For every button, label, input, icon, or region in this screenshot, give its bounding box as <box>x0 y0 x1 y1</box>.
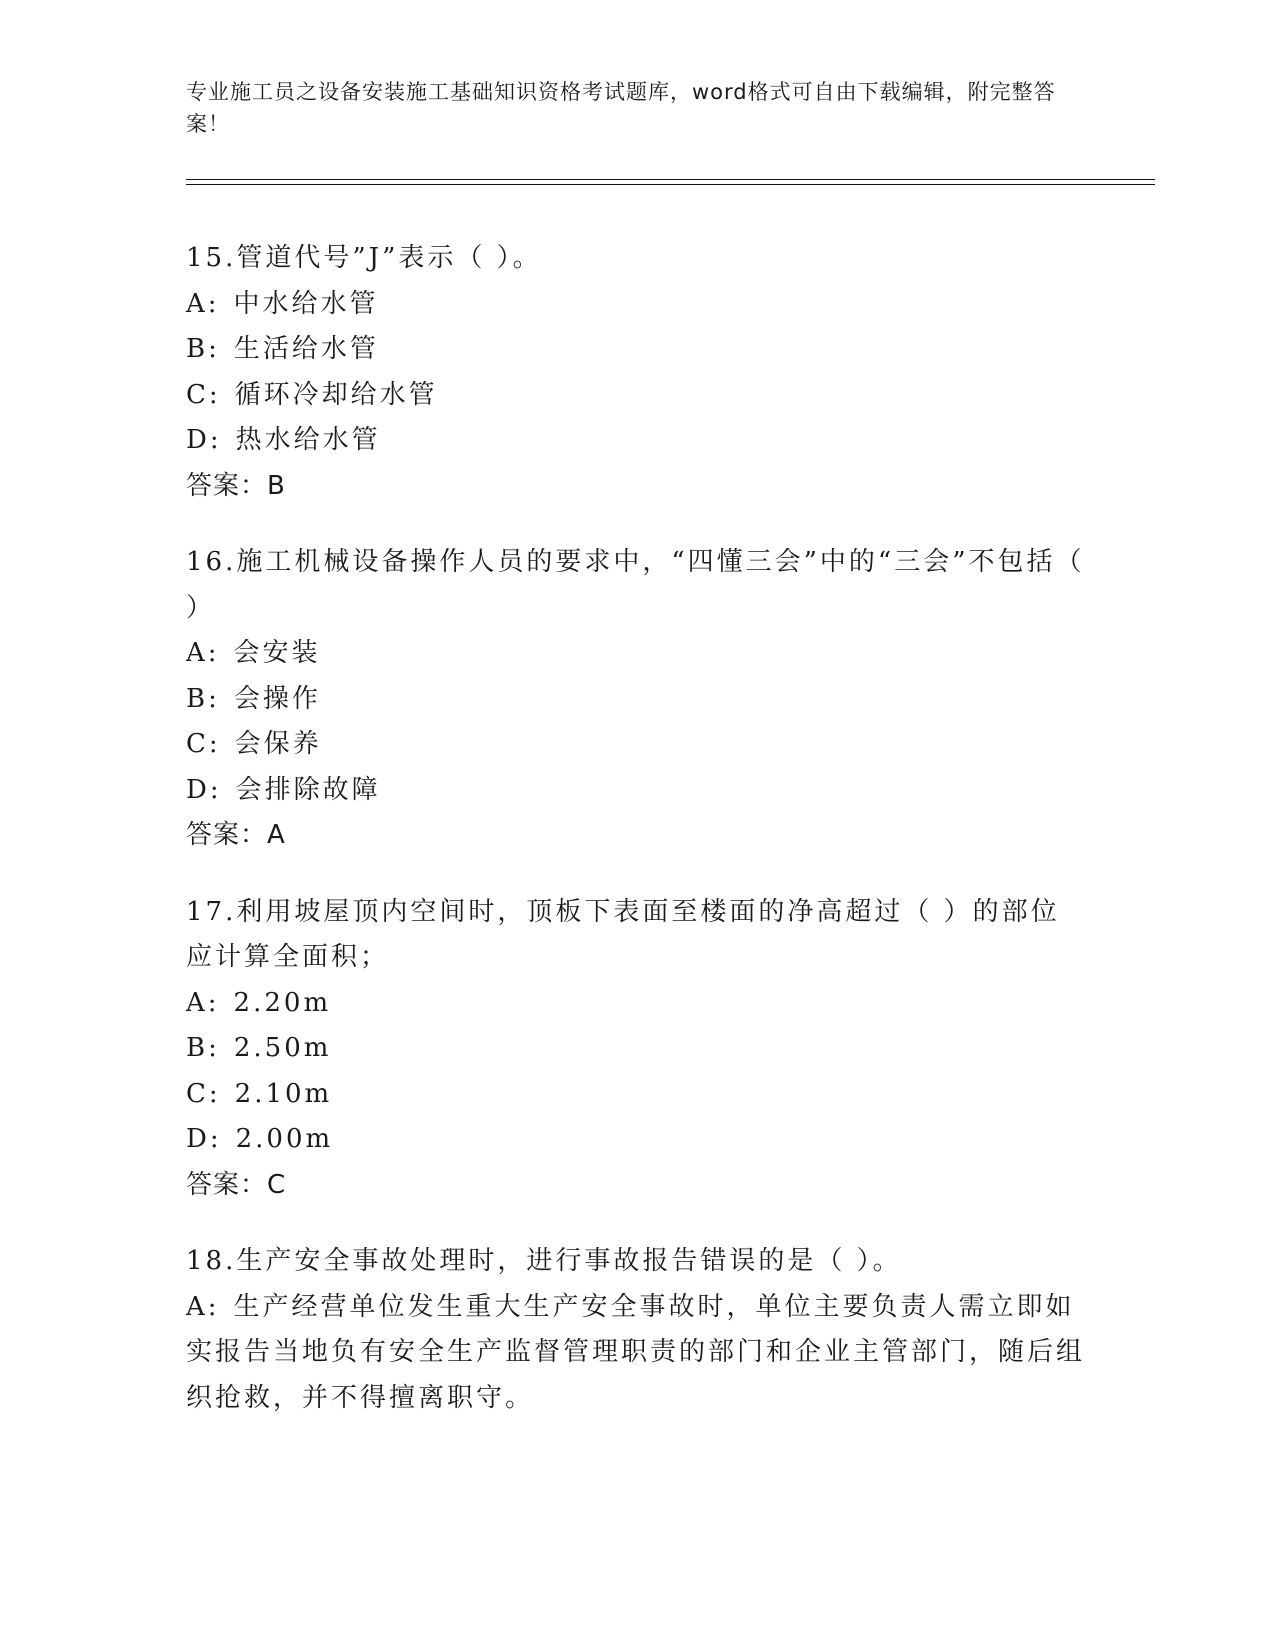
option-label: D: <box>186 425 222 455</box>
header-divider-bottom <box>186 184 1155 185</box>
answer-prefix: 答案： <box>186 470 268 501</box>
option-text: 循环冷却给水管 <box>234 379 438 410</box>
option-a <box>186 282 1086 328</box>
option-text: 会操作 <box>233 683 321 714</box>
option-label: A: <box>186 987 220 1018</box>
answer-line <box>186 1163 1086 1209</box>
option-label: C: <box>186 379 221 410</box>
option-label: D: <box>186 774 222 805</box>
question-stem: 17.利用坡屋顶内空间时，顶板下表面至楼面的净高超过（ ）的部位应计算全面积； <box>186 896 1060 972</box>
question-17 <box>186 890 1086 1209</box>
option-label: C: <box>186 729 221 759</box>
option-text: 会排除故障 <box>235 774 381 805</box>
option-text: 2.10m <box>234 1078 333 1109</box>
option-b <box>186 677 1086 723</box>
option-text: 中水给水管 <box>233 288 379 319</box>
answer-value: A <box>267 820 286 850</box>
option-text: 会安装 <box>233 638 321 668</box>
answer-line <box>186 464 1086 510</box>
option-a <box>186 1285 1086 1422</box>
option-label: A: <box>186 1291 220 1322</box>
question-stem: 18.生产安全事故处理时，进行事故报告错误的是（ ）。 <box>186 1246 902 1276</box>
option-c <box>186 1072 1086 1118</box>
option-c <box>186 722 1086 768</box>
option-label: B: <box>186 683 220 714</box>
question-18 <box>186 1239 1086 1421</box>
header-divider-top <box>186 179 1155 180</box>
option-a <box>186 981 1086 1027</box>
option-d <box>186 1117 1086 1163</box>
question-stem: 16.施工机械设备操作人员的要求中，“四懂三会”中的“三会”不包括（ ） <box>186 547 1085 623</box>
question-stem: 15.管道代号”J”表示（ ）。 <box>186 243 542 273</box>
question-list <box>186 236 1086 1452</box>
option-text: 2.00m <box>235 1124 334 1154</box>
option-text: 热水给水管 <box>235 425 381 455</box>
option-b <box>186 327 1086 373</box>
question-16 <box>186 540 1086 859</box>
answer-line <box>186 813 1086 859</box>
answer-value: C <box>267 1169 287 1200</box>
answer-value: B <box>267 470 286 501</box>
option-b <box>186 1026 1086 1072</box>
question-15 <box>186 236 1086 509</box>
answer-prefix: 答案： <box>186 820 268 850</box>
option-a <box>186 631 1086 677</box>
option-d <box>186 768 1086 814</box>
option-text: 生产经营单位发生重大生产安全事故时，单位主要负责人需立即如实报告当地负有安全生产监督管理职责的部门和企业主管部门，随后组织抢救，并不得擅离职守。 <box>186 1291 1086 1413</box>
answer-prefix: 答案： <box>186 1169 268 1200</box>
option-d <box>186 418 1086 464</box>
option-c <box>186 373 1086 419</box>
option-label: A: <box>186 638 220 668</box>
option-label: B: <box>186 1033 220 1063</box>
option-label: B: <box>186 334 220 364</box>
option-text: 2.20m <box>233 987 332 1018</box>
document-header: 专业施工员之设备安装施工基础知识资格考试题库，word格式可自由下载编辑，附完整答案！ <box>186 80 1056 136</box>
option-label: D: <box>186 1124 222 1154</box>
option-text: 2.50m <box>233 1033 332 1063</box>
option-text: 会保养 <box>234 729 322 759</box>
option-label: C: <box>186 1078 221 1109</box>
option-text: 生活给水管 <box>233 334 379 364</box>
option-label: A: <box>186 288 220 319</box>
